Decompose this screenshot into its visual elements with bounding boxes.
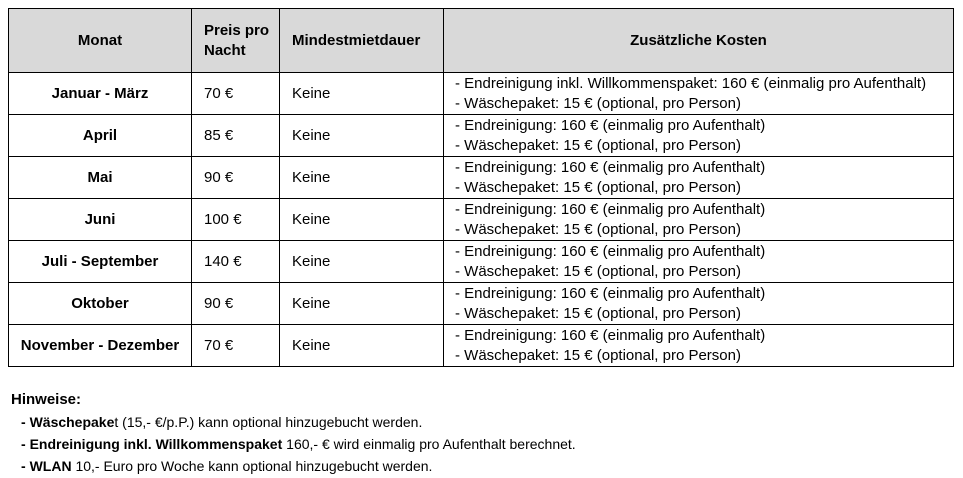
month-cell: November - Dezember xyxy=(9,325,192,367)
header-min-stay: Mindestmietdauer xyxy=(280,9,444,73)
notes-section xyxy=(11,389,576,477)
note-bold: Endreinigung inkl. Willkommenspaket xyxy=(29,436,283,452)
extra-laundry-line: - Wäschepaket: 15 € (optional, pro Person) xyxy=(455,136,741,154)
price-cell: 140 € xyxy=(192,241,280,283)
extra-costs-cell xyxy=(444,241,954,283)
table-row xyxy=(9,199,954,241)
price-table xyxy=(8,8,954,367)
header-extra-costs: Zusätzliche Kosten xyxy=(444,9,954,73)
extra-costs-cell xyxy=(444,157,954,199)
extra-cleaning-line: - Endreinigung: 160 € (einmalig pro Aufenthalt) xyxy=(455,158,766,176)
note-prefix: - xyxy=(21,414,30,430)
header-price-line1: Preis pro xyxy=(204,21,270,39)
note-prefix: - xyxy=(21,458,30,474)
min-stay-cell: Keine xyxy=(280,283,444,325)
table-row xyxy=(9,157,954,199)
header-month: Monat xyxy=(9,9,192,73)
extra-cleaning-line: - Endreinigung: 160 € (einmalig pro Aufenthalt) xyxy=(455,242,766,260)
extra-cleaning-line: - Endreinigung: 160 € (einmalig pro Aufenthalt) xyxy=(455,284,766,302)
note-prefix: - xyxy=(21,436,30,452)
price-cell: 100 € xyxy=(192,199,280,241)
min-stay-cell: Keine xyxy=(280,73,444,115)
table-row xyxy=(9,115,954,157)
extra-cleaning-line: - Endreinigung: 160 € (einmalig pro Aufenthalt) xyxy=(455,326,766,344)
min-stay-cell: Keine xyxy=(280,199,444,241)
notes-title: Hinweise: xyxy=(11,391,82,408)
price-cell: 90 € xyxy=(192,283,280,325)
note-text: 10,- Euro pro Woche kann optional hinzugebucht werden. xyxy=(71,458,433,474)
note-bold: WLAN xyxy=(29,458,72,474)
month-cell: Oktober xyxy=(9,283,192,325)
extra-costs-cell xyxy=(444,115,954,157)
header-price-line2: Nacht xyxy=(204,41,246,59)
extra-laundry-line: - Wäschepaket: 15 € (optional, pro Person) xyxy=(455,94,741,112)
extra-costs-cell xyxy=(444,199,954,241)
extra-laundry-line: - Wäschepaket: 15 € (optional, pro Person) xyxy=(455,304,741,322)
month-cell: Mai xyxy=(9,157,192,199)
note-item xyxy=(11,455,576,477)
min-stay-cell: Keine xyxy=(280,157,444,199)
month-cell: April xyxy=(9,115,192,157)
month-cell: Januar - März xyxy=(9,73,192,115)
extra-costs-cell xyxy=(444,325,954,367)
price-cell: 70 € xyxy=(192,73,280,115)
price-cell: 85 € xyxy=(192,115,280,157)
table-row xyxy=(9,283,954,325)
extra-cleaning-line: - Endreinigung: 160 € (einmalig pro Aufenthalt) xyxy=(455,116,766,134)
extra-laundry-line: - Wäschepaket: 15 € (optional, pro Person) xyxy=(455,346,741,364)
extra-cleaning-line: - Endreinigung inkl. Willkommenspaket: 160 € (einmalig pro Aufenthalt) xyxy=(455,74,927,92)
note-text: t (15,- €/p.P.) kann optional hinzugebucht werden. xyxy=(114,414,423,430)
header-row xyxy=(9,9,954,73)
month-cell: Juni xyxy=(9,199,192,241)
min-stay-cell: Keine xyxy=(280,241,444,283)
extra-costs-cell xyxy=(444,283,954,325)
price-cell: 70 € xyxy=(192,325,280,367)
min-stay-cell: Keine xyxy=(280,115,444,157)
extra-laundry-line: - Wäschepaket: 15 € (optional, pro Person) xyxy=(455,220,741,238)
extra-laundry-line: - Wäschepaket: 15 € (optional, pro Person) xyxy=(455,262,741,280)
note-bold: Wäschepake xyxy=(29,414,115,430)
min-stay-cell: Keine xyxy=(280,325,444,367)
note-item xyxy=(11,433,576,455)
month-cell: Juli - September xyxy=(9,241,192,283)
extra-cleaning-line: - Endreinigung: 160 € (einmalig pro Aufenthalt) xyxy=(455,200,766,218)
note-item xyxy=(11,411,576,433)
header-price xyxy=(192,9,280,73)
table-row xyxy=(9,241,954,283)
extra-costs-cell xyxy=(444,73,954,115)
table-row xyxy=(9,73,954,115)
extra-laundry-line: - Wäschepaket: 15 € (optional, pro Person) xyxy=(455,178,741,196)
price-cell: 90 € xyxy=(192,157,280,199)
table-row xyxy=(9,325,954,367)
note-text: 160,- € wird einmalig pro Aufenthalt berechnet. xyxy=(282,436,576,452)
